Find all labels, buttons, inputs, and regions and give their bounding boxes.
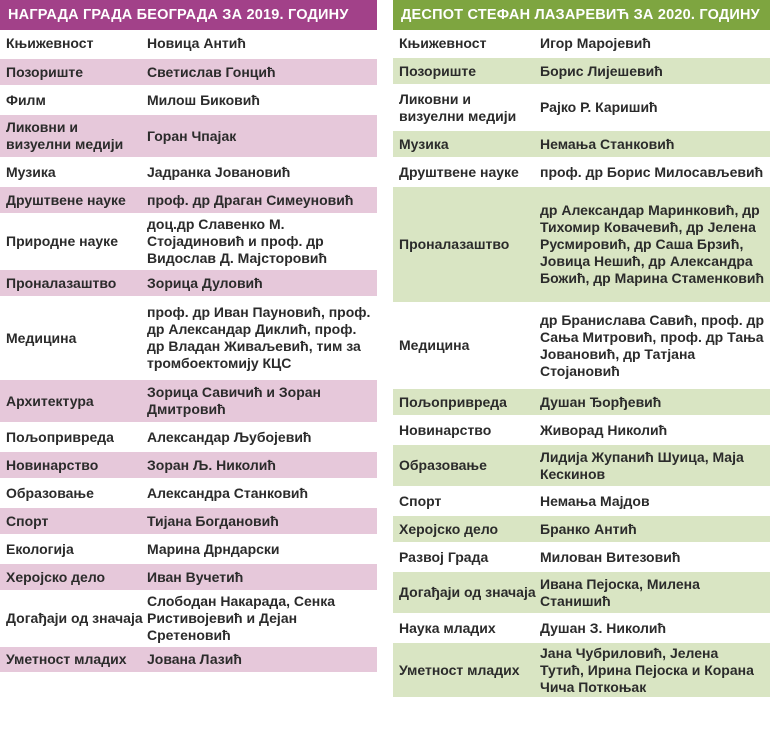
laureate-names: Јана Чубриловић, Јелена Тутић, Ирина Пејоска и Корана Чича Поткоњак — [540, 644, 754, 695]
table-row — [393, 159, 770, 187]
table-row — [0, 115, 377, 159]
laureate-names: Марина Дрндарски — [147, 540, 280, 557]
table-row — [393, 544, 770, 572]
laureate-names: Јадранка Јовановић — [147, 163, 291, 180]
category-label: Образовање — [399, 457, 487, 473]
belgrade-award-panel — [0, 0, 377, 667]
belgrade-award-title: НАГРАДА ГРАДА БЕОГРАДА ЗА 2019. ГОДИНУ — [0, 0, 377, 30]
category-label: Позориште — [399, 62, 477, 79]
table-row — [0, 536, 377, 564]
table-row — [393, 58, 770, 86]
category-label: Позориште — [6, 63, 84, 80]
category-label: Медицина — [399, 337, 470, 353]
laureate-names: Тијана Богдановић — [147, 512, 279, 529]
table-row — [393, 417, 770, 445]
category-label: Медицина — [6, 329, 77, 346]
category-label: Музика — [399, 135, 449, 152]
category-label: Спорт — [6, 512, 49, 529]
table-row — [0, 424, 377, 452]
category-label: Друштвене науке — [6, 191, 126, 208]
table-row — [393, 488, 770, 516]
category-label: Друштвене науке — [399, 163, 519, 180]
category-label: Догађаји од значаја — [399, 584, 536, 600]
laureate-names: Иван Вучетић — [147, 568, 244, 585]
laureate-names: Милош Биковић — [147, 91, 260, 108]
laureate-names: Зорица Савичић и Зоран Дмитровић — [147, 384, 322, 417]
laureate-names: Милован Витезовић — [540, 548, 681, 565]
laureate-names: Слободан Накарада, Сенка Ристивојевић и Дејан Сретеновић — [147, 593, 336, 643]
laureate-names: Живорад Николић — [540, 421, 668, 438]
table-row — [0, 298, 377, 380]
laureate-names: доц.др Славенко М. Стојадиновић и проф. др Видослав Д. Мајсторовић — [147, 216, 328, 266]
table-row — [393, 304, 770, 389]
category-label: Пољопривреда — [399, 393, 507, 410]
category-label: Херојско дело — [6, 568, 106, 585]
laureate-names: Душан Ђорђевић — [540, 393, 662, 410]
laureate-names: проф. др Борис Милосављевић — [540, 163, 764, 180]
category-label: Књижевност — [399, 34, 487, 51]
laureate-names: Новица Антић — [147, 35, 246, 51]
laureate-names: Бранко Антић — [540, 520, 637, 537]
category-label: Природне науке — [6, 233, 118, 249]
table-row — [393, 86, 770, 131]
despot-stefan-award-title: ДЕСПОТ СТЕФАН ЛАЗАРЕВИЋ ЗА 2020. ГОДИНУ — [393, 0, 770, 30]
laureate-names: Немања Станковић — [540, 135, 675, 152]
table-row — [0, 452, 377, 480]
laureate-names: Немања Мајдов — [540, 492, 650, 509]
laureate-names: проф. др Драган Симеуновић — [147, 191, 354, 208]
category-label: Уметност младих — [399, 661, 520, 678]
category-label: Музика — [6, 163, 56, 180]
category-label: Архитектура — [6, 392, 94, 409]
table-row — [0, 592, 377, 647]
table-row — [393, 445, 770, 488]
category-label: Екологија — [6, 540, 74, 557]
category-label: Ликовни и визуелни медији — [6, 119, 124, 152]
table-row — [0, 215, 377, 270]
table-row — [393, 30, 770, 58]
table-row — [393, 187, 770, 304]
laureate-names: Борис Лијешевић — [540, 62, 663, 79]
laureate-names: Светислав Гонцић — [147, 63, 276, 80]
laureate-names: Горан Чпајак — [147, 127, 237, 144]
table-row — [393, 572, 770, 615]
laureate-names: Ивана Пејоска, Милена Станишић — [540, 575, 700, 609]
laureate-names: Јована Лазић — [147, 651, 242, 667]
category-label: Књижевност — [6, 35, 94, 51]
category-label: Наука младих — [399, 619, 496, 636]
table-row — [0, 159, 377, 187]
laureate-names: Александар Љубојевић — [147, 428, 312, 445]
table-row — [393, 389, 770, 417]
category-label: Проналазаштво — [6, 274, 117, 291]
laureate-names: Душан З. Николић — [540, 619, 667, 636]
table-row — [0, 30, 377, 59]
category-label: Ликовни и визуелни медији — [399, 90, 517, 124]
category-label: Новинарство — [6, 456, 99, 473]
table-row — [0, 380, 377, 424]
laureate-names: Игор Маројевић — [540, 34, 651, 51]
category-label: Уметност младих — [6, 651, 127, 667]
table-row — [393, 131, 770, 159]
table-row — [393, 615, 770, 643]
laureate-names: Зорица Дуловић — [147, 274, 263, 291]
laureate-names: др Бранислава Савић, проф. др Сања Митровић, проф. др Тања Јовановић, др Татјана Стојановић — [540, 311, 764, 379]
table-row — [0, 187, 377, 215]
table-row — [0, 508, 377, 536]
category-label: Пољопривреда — [6, 428, 114, 445]
category-label: Херојско дело — [399, 520, 499, 537]
laureate-names: Рајко Р. Каришић — [540, 99, 658, 115]
category-label: Развој Града — [399, 548, 489, 565]
despot-stefan-award-panel — [393, 0, 770, 695]
laureate-names: проф. др Иван Пауновић, проф. др Александар Диклић, проф. др Владан Живаљевић, тим за тромбоектомију КЦС — [147, 304, 371, 371]
category-label: Проналазаштво — [399, 236, 510, 252]
category-label: Филм — [6, 91, 46, 108]
table-row — [0, 59, 377, 87]
table-row — [0, 647, 377, 674]
laureate-names: Александра Станковић — [147, 484, 309, 501]
table-row — [393, 643, 770, 699]
table-row — [0, 564, 377, 592]
table-row — [0, 480, 377, 508]
laureate-names: Зоран Љ. Николић — [147, 456, 276, 473]
category-label: Образовање — [6, 484, 94, 501]
laureate-names: Лидија Жупанић Шуица, Маја Кескинов — [540, 448, 744, 482]
table-row — [393, 516, 770, 544]
category-label: Догађаји од значаја — [6, 610, 143, 626]
category-label: Спорт — [399, 492, 442, 509]
table-row — [0, 270, 377, 298]
category-label: Новинарство — [399, 421, 492, 438]
table-row — [0, 87, 377, 115]
laureate-names: др Александар Маринковић, др Тихомир Ковачевић, др Јелена Русмировић, др Саша Брзић, Јовица Нешић, др Александра Божић, др Марина Стаменковић — [540, 202, 765, 286]
